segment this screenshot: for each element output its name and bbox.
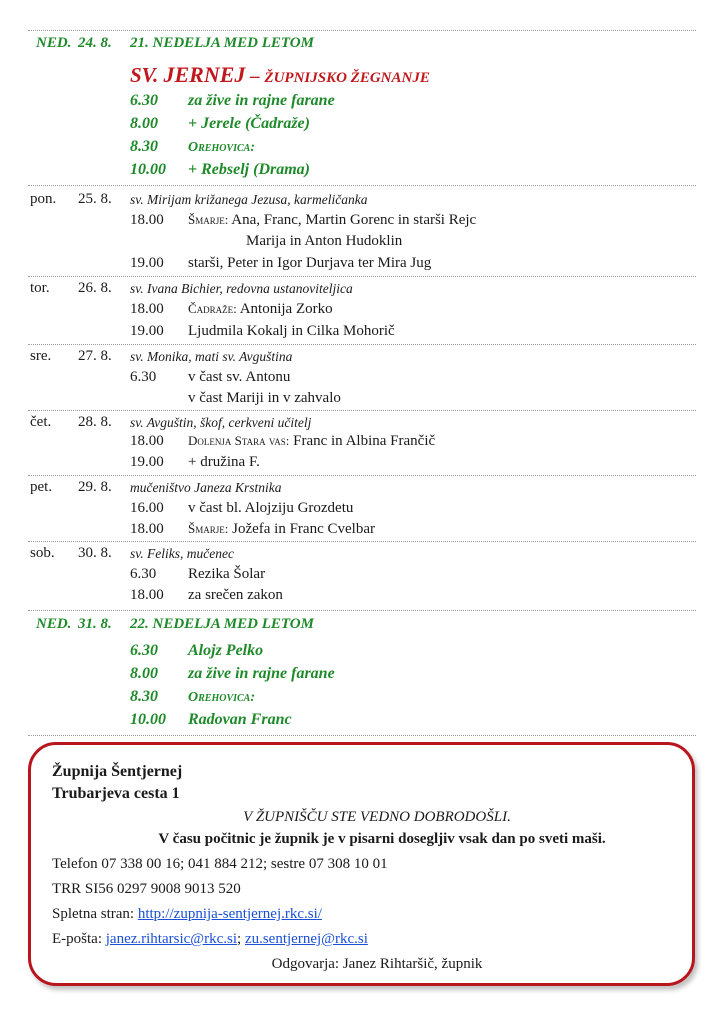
saint-of-day: sv. Feliks, mučenec	[130, 546, 234, 561]
mass-intention: + Jerele (Čadraže)	[188, 115, 310, 132]
responsible-person: Odgovarja: Janez Rihtaršič, župnik	[271, 956, 483, 972]
sunday2-day: NED.	[36, 616, 72, 632]
mass-time: 8.00	[130, 665, 158, 682]
mass-intention	[188, 522, 375, 537]
website-line	[52, 907, 322, 922]
feast-name: JERNEJ	[163, 62, 246, 87]
divider	[28, 541, 696, 542]
email-label: E-pošta:	[52, 931, 106, 947]
mass-intention	[188, 302, 333, 317]
day-date: 29. 8.	[78, 479, 112, 495]
mass-intention	[188, 434, 435, 449]
website-link[interactable]: http://zupnija-sentjernej.rkc.si/	[137, 906, 322, 922]
mass-intention: Radovan Franc	[188, 711, 292, 728]
mass-time: 18.00	[130, 521, 164, 537]
email-link-2[interactable]: zu.sentjernej@rkc.si	[244, 931, 368, 947]
mass-place: Šmarje:	[188, 212, 229, 227]
sunday2-date: 31. 8.	[78, 616, 112, 632]
mass-place: Čadraže:	[188, 301, 237, 316]
website-label: Spletna stran:	[52, 906, 138, 922]
mass-intention	[188, 213, 476, 228]
feast-sv: SV.	[130, 63, 164, 87]
mass-text: Antonija Zorko	[236, 301, 333, 317]
day-name: sob.	[30, 545, 55, 561]
mass-time: 18.00	[130, 212, 164, 228]
divider	[28, 344, 696, 345]
mass-time: 6.30	[130, 566, 157, 582]
mass-text: Jožefa in Franc Cvelbar	[228, 521, 375, 537]
day-date: 26. 8.	[78, 280, 112, 296]
divider	[28, 610, 696, 611]
email-separator: ;	[237, 931, 245, 947]
mass-intention: + družina F.	[188, 454, 260, 470]
mass-place: Šmarje:	[188, 521, 229, 536]
mass-place: Dolenja Stara vas:	[188, 433, 290, 448]
divider	[28, 185, 696, 186]
mass-text: Franc in Albina Frančič	[289, 433, 436, 449]
mass-time: 19.00	[130, 454, 164, 470]
mass-time: 18.00	[130, 587, 164, 603]
mass-time: 8.30	[130, 688, 158, 705]
mass-time: 6.30	[130, 369, 157, 385]
day-date: 27. 8.	[78, 348, 112, 364]
divider	[28, 30, 696, 31]
mass-intention: za srečen zakon	[188, 587, 283, 603]
divider	[28, 475, 696, 476]
mass-intention: v čast Mariji in v zahvalo	[188, 390, 341, 406]
mass-text: Ana, Franc, Martin Gorenc in starši Rejc	[228, 212, 477, 228]
mass-time: 18.00	[130, 433, 164, 449]
day-name: čet.	[30, 414, 52, 430]
day-name: pet.	[30, 479, 53, 495]
mass-intention: v čast bl. Alojziju Grozdetu	[188, 500, 354, 516]
feast-sub: ŽUPNIJSKO ŽEGNANJE	[264, 70, 430, 86]
sunday1-title: 21. NEDELJA MED LETOM	[130, 35, 314, 51]
mass-intention: starši, Peter in Igor Durjava ter Mira Jug	[188, 255, 432, 271]
mass-time: 10.00	[130, 711, 166, 728]
mass-time: 16.00	[130, 500, 164, 516]
mass-time: 10.00	[130, 161, 166, 178]
sunday1-date: 24. 8.	[78, 35, 112, 51]
mass-time: 19.00	[130, 255, 164, 271]
mass-time: 18.00	[130, 301, 164, 317]
day-name: tor.	[30, 280, 50, 296]
mass-intention: Rezika Šolar	[188, 566, 266, 582]
email-line	[52, 932, 368, 947]
sunday2-title: 22. NEDELJA MED LETOM	[130, 616, 314, 632]
mass-time: 8.00	[130, 115, 158, 132]
parish-name: Župnija Šentjernej	[52, 763, 183, 780]
holiday-note: V času počitnic je župnik je v pisarni dosegljiv vsak dan po sveti maši.	[158, 831, 606, 847]
feast-dash: –	[245, 66, 265, 87]
saint-of-day: sv. Mirijam križanega Jezusa, karmeličanka	[130, 192, 368, 207]
saint-of-day: sv. Ivana Bichier, redovna ustanoviteljica	[130, 281, 353, 296]
day-name: pon.	[30, 191, 57, 207]
divider	[28, 735, 696, 736]
mass-time: 19.00	[130, 323, 164, 339]
mass-intention: za žive in rajne farane	[188, 665, 335, 682]
day-name: sre.	[30, 348, 52, 364]
saint-of-day: mučeništvo Janeza Krstnika	[130, 480, 282, 495]
mass-intention: Alojz Pelko	[188, 642, 264, 659]
feast-heading	[130, 64, 430, 86]
email-link-1[interactable]: janez.rihtarsic@rkc.si	[105, 931, 238, 947]
mass-place: Orehovica:	[188, 140, 256, 155]
welcome-text: V ŽUPNIŠČU STE VEDNO DOBRODOŠLI.	[243, 809, 511, 825]
welcome-note	[0, 810, 724, 825]
divider	[28, 276, 696, 277]
day-date: 28. 8.	[78, 414, 112, 430]
bank-account: TRR SI56 0297 9008 9013 520	[52, 881, 241, 897]
parish-address: Trubarjeva cesta 1	[52, 785, 180, 802]
mass-time: 6.30	[130, 642, 158, 659]
mass-intention: Marija in Anton Hudoklin	[246, 233, 403, 249]
saint-of-day: sv. Monika, mati sv. Avguština	[130, 349, 293, 364]
mass-place: Orehovica:	[188, 690, 256, 705]
day-date: 25. 8.	[78, 191, 112, 207]
mass-intention: + Rebselj (Drama)	[188, 161, 310, 178]
phone-line: Telefon 07 338 00 16; 041 884 212; sestre 07 308 10 01	[52, 856, 388, 872]
mass-time: 6.30	[130, 92, 158, 109]
mass-time: 8.30	[130, 138, 158, 155]
mass-intention: Ljudmila Kokalj in Cilka Mohorič	[188, 323, 395, 339]
saint-of-day: sv. Avguštin, škof, cerkveni učitelj	[130, 415, 312, 430]
mass-intention: za žive in rajne farane	[188, 92, 335, 109]
day-date: 30. 8.	[78, 545, 112, 561]
sunday1-day: NED.	[36, 35, 72, 51]
divider	[28, 410, 696, 411]
mass-intention: v čast sv. Antonu	[188, 369, 291, 385]
